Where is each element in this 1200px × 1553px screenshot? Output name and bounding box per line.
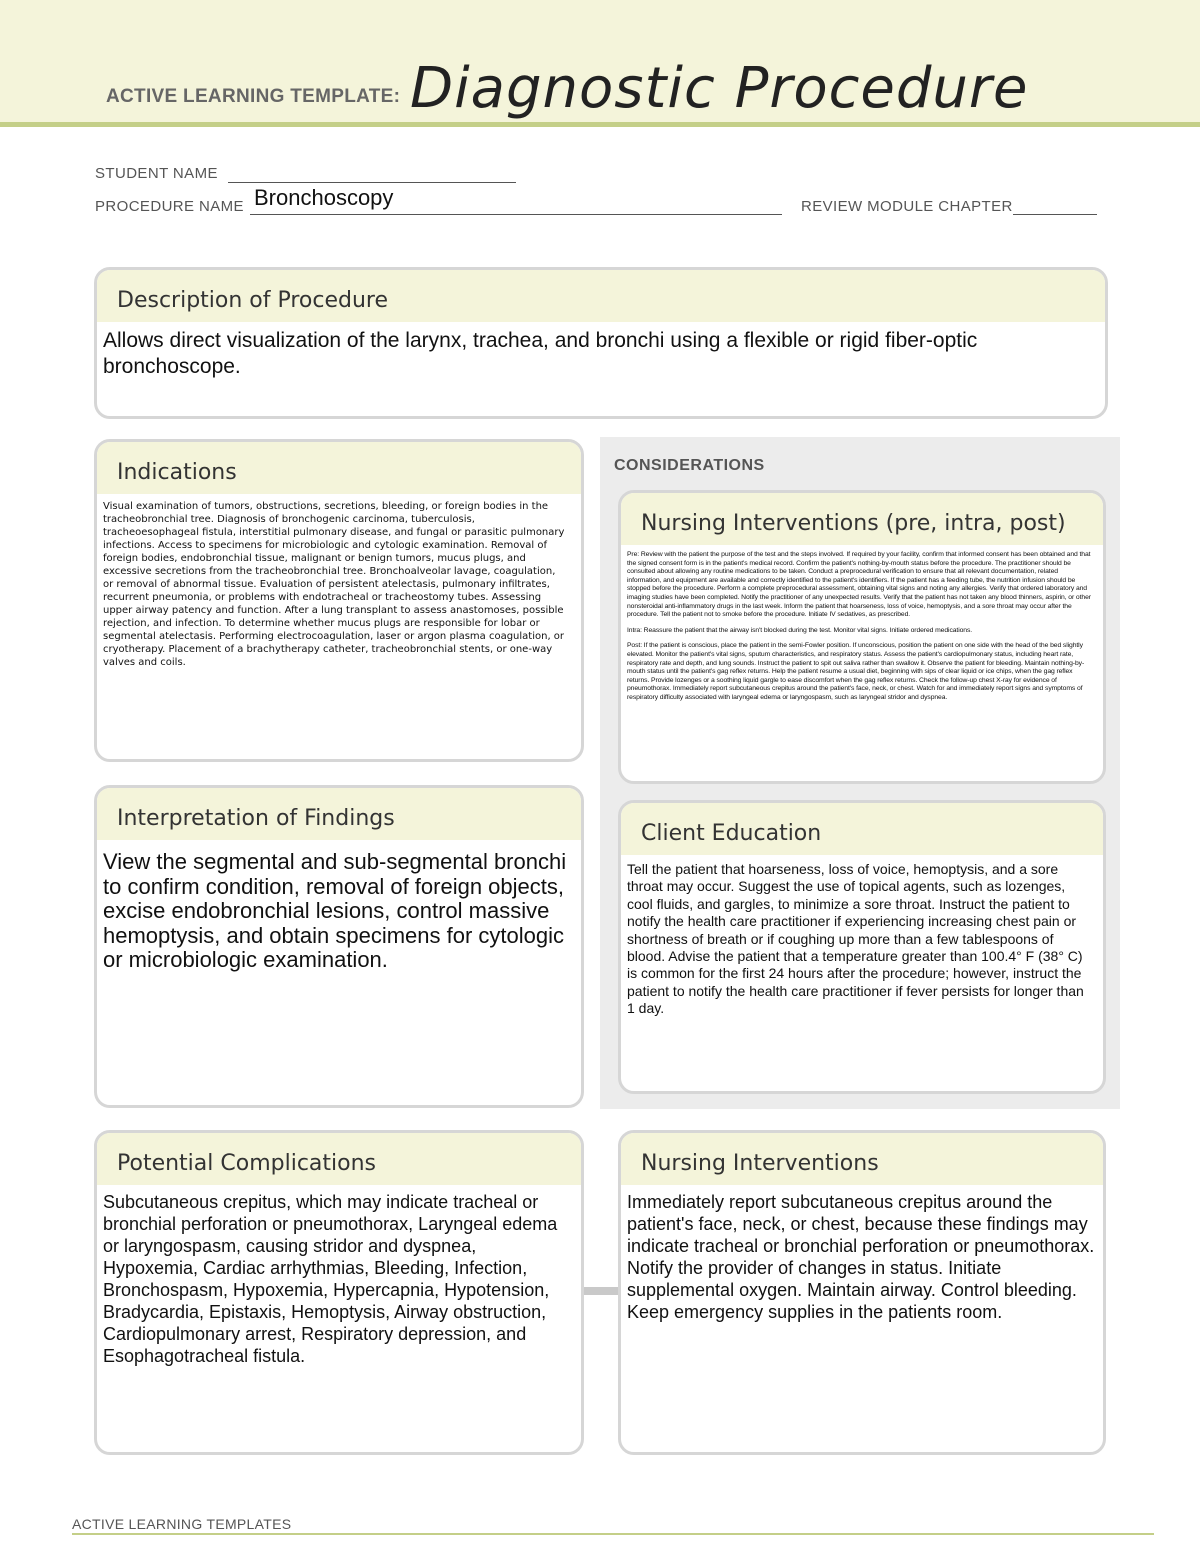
nursing-interventions-box: [618, 1130, 1106, 1455]
nursing-interventions-text: Immediately report subcutaneous crepitus around the patient's face, neck, or chest, because these findings may indicate tracheal or bronchial perforation or pneumothorax. Notify the provider of changes in status. Initiate supplemental oxygen. Maintain airway. Control bleeding. Keep emergency supplies in the patients room.: [627, 1192, 1095, 1322]
nursing-interventions-heading: Nursing Interventions: [621, 1133, 1103, 1185]
review-module-line: [1013, 214, 1097, 215]
footer-divider: [72, 1533, 1154, 1535]
page-title: Diagnostic Procedure: [410, 56, 1029, 121]
considerations-label: CONSIDERATIONS: [614, 457, 765, 474]
template-header: [0, 0, 1200, 127]
procedure-name-line: [250, 214, 782, 215]
nursing-pre-intra-post-body: [621, 545, 1103, 703]
complications-connector: [584, 1287, 620, 1295]
procedure-name-field[interactable]: Bronchoscopy: [254, 185, 394, 210]
client-education-heading: Client Education: [621, 803, 1103, 855]
student-name-label: STUDENT NAME: [95, 165, 218, 182]
nursing-intra-text: Intra: Reassure the patient that the airway isn't blocked during the test. Monitor vital signs. Initiate ordered medications.: [627, 626, 973, 634]
review-module-label: REVIEW MODULE CHAPTER: [801, 198, 1013, 215]
complications-box: [94, 1130, 584, 1455]
indications-heading: Indications: [97, 442, 581, 494]
complications-text: Subcutaneous crepitus, which may indicate tracheal or bronchial perforation or pneumothorax, Laryngeal edema or laryngospasm, causing stridor and dyspnea, Hypoxemia, Cardiac arrhythmias, Bleeding, Infection, Bronchospasm, Hypoxemia, Hypercapnia, Hypotension, Bradycardia, Epistaxis, Hemoptysis, Airway obstruction, Cardiopulmonary arrest, Respiratory depression, and Esophagotracheal fistula.: [103, 1192, 558, 1366]
client-education-box: [618, 800, 1106, 1094]
description-heading: Description of Procedure: [97, 270, 1105, 322]
nursing-pre-intra-post-box: [618, 490, 1106, 784]
footer-label: ACTIVE LEARNING TEMPLATES: [72, 1516, 292, 1532]
client-education-text: Tell the patient that hoarseness, loss of voice, hemoptysis, and a sore throat may occur. Suggest the use of topical agents, such as lozenges, cool fluids, and gargles, to minimize a sore throat. Instruct the patient to notify the health care practitioner if experiencing increasing chest pain or shortness of breath or if coughing up more than a few tablespoons of blood. Advise the patient that a temperature greater than 100.4° F (38° C) is common for the first 24 hours after the procedure; however, instruct the patient to notify the health care practitioner if fever persists for longer than 1 day.: [627, 861, 1084, 1017]
nursing-pre-text: Pre: Review with the patient the purpose of the test and the steps involved. If required by your facility, confirm that informed consent has been obtained and that the signed consent form is in the patient's medical record. Confirm the patient's nothing-by-mouth status before the procedure. The practitioner should be consulted about allowing any routine medications to be taken. Conduct a preprocedural verification to ensure that all relevant documentation, related information, and equipment are available and correctly identified to the patient's identifiers. If the patient has a feeding tube, the nutrition infusion should be stopped before the procedure. Perform a complete preprocedural assessment, obtaining vital signs and noting any allergies. Verify that ordered laboratory and imaging studies have been completed. Notify the practitioner of any unexpected results. Verify that the patient has not taken any blood thinners, aspirin, or other nonsteroidal anti-inflammatory drugs in the last week. Inform the patient that hoarseness, loss of voice, hemoptysis, and a sore throat may occur after the procedure. Tell the patient not to smoke before the procedure. Initiate IV sedatives, as prescribed.: [627, 551, 1091, 619]
description-text: Allows direct visualization of the larynx, trachea, and bronchi using a flexible or rigid fiber-optic bronchoscope.: [103, 329, 978, 378]
nursing-post-text: Post: If the patient is conscious, place the patient in the semi-Fowler position. If unconscious, position the patient on one side with the head of the bed slightly elevated. Monitor the patient's vital signs, sputum characteristics, and respiratory status. Assess the patient's cardiopulmonary status, including heart rate, respiratory rate and depth, and lung sounds. Instruct the patient to spit out saliva rather than swallow it. Observe the patient for bleeding. Maintain nothing-by-mouth status until the patient's gag reflex returns. Help the patient resume a usual diet, beginning with sips of clear liquid or ice chips, when the gag reflex returns. Provide lozenges or a soothing liquid gargle to ease discomfort when the gag reflex returns. Check the follow-up chest X-ray for evidence of pneumothorax. Immediately report subcutaneous crepitus around the patient's face, neck, or chest. Watch for and immediately report signs and symptoms of respiratory difficulty associated with laryngeal edema or laryngospasm, such as laryngeal stridor and dyspnea.: [627, 642, 1085, 701]
interpretation-text: View the segmental and sub-segmental bronchi to confirm condition, removal of foreign objects, excise endobronchial lesions, control massive hemoptysis, and obtain specimens for cytologic or microbiologic examination.: [103, 849, 567, 972]
description-box: [94, 267, 1108, 419]
indications-box: [94, 439, 584, 762]
complications-heading: Potential Complications: [97, 1133, 581, 1185]
student-name-line: [228, 182, 516, 183]
template-label: ACTIVE LEARNING TEMPLATE:: [106, 86, 401, 107]
interpretation-heading: Interpretation of Findings: [97, 788, 581, 840]
interpretation-box: [94, 785, 584, 1108]
procedure-name-label: PROCEDURE NAME: [95, 198, 244, 215]
nursing-pre-intra-post-heading: Nursing Interventions (pre, intra, post): [621, 493, 1103, 545]
indications-text: Visual examination of tumors, obstructions, secretions, bleeding, or foreign bodies in the tracheobronchial tree. Diagnosis of bronchogenic carcinoma, tuberculosis, tracheoesophageal fistula, interstitial pulmonary disease, and fungal or parasitic pulmonary infections. Access to specimens for microbiologic and cytologic examination. Removal of foreign bodies, endobronchial tissue, malignant or benign tumors, mucus plugs, and excessive secretions from the tracheobronchial tree. Bronchoalveolar lavage, coagulation, or removal of abnormal tissue. Evaluation of persistent atelectasis, pulmonary infiltrates, recurrent pneumonia, or problems with endotracheal or tracheostomy tubes. Assessing upper airway patency and function. After a lung transplant to assess anastomoses, possible rejection, and infection. To determine whether mucus plugs are responsible for lobar or segmental atelectasis. Performing electrocoagulation, laser or argon plasma coagulation, or cryotherapy. Placement of a brachytherapy catheter, tracheobronchial stents, or one-way valves and coils.: [103, 501, 565, 668]
